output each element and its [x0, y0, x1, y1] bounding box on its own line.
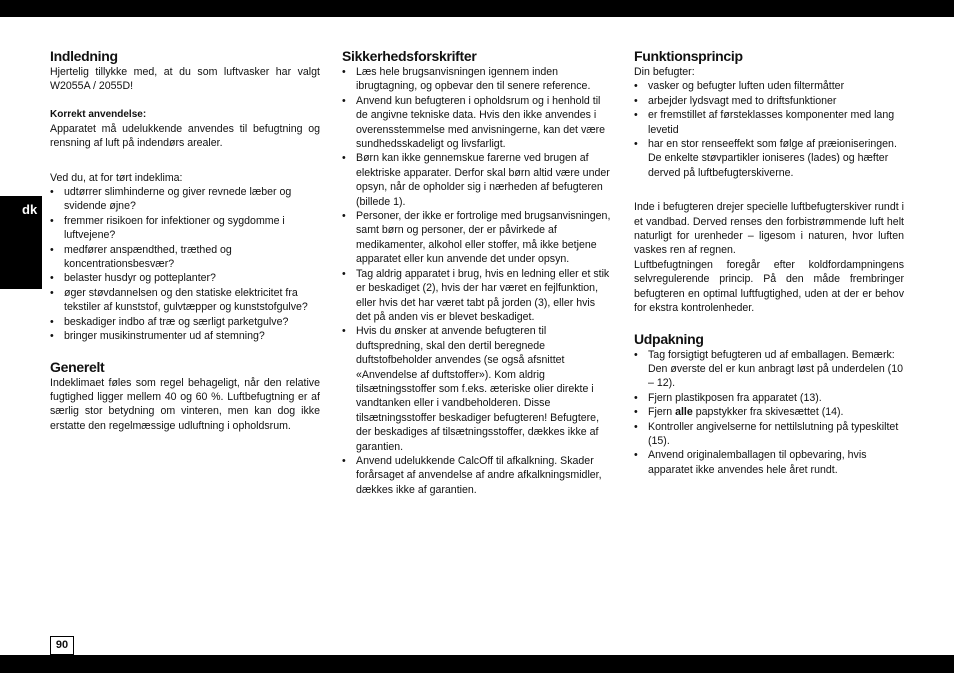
safety-list — [342, 65, 612, 497]
bullet-icon: • — [634, 94, 638, 107]
safety-heading: Sikkerhedsforskrifter — [342, 48, 477, 64]
bullet-icon: • — [342, 66, 346, 78]
generelt-heading: Generelt — [50, 358, 105, 375]
bullet-icon: • — [634, 80, 638, 93]
column-3 — [634, 47, 904, 477]
column-1 — [50, 47, 320, 433]
intro-text: Hjertelig tillykke med, at du som luftvasker har valgt W2055A / 2055D! — [50, 66, 320, 93]
dry-list — [50, 185, 320, 343]
bullet-icon: • — [50, 214, 54, 227]
bullet-icon: • — [50, 330, 54, 343]
bullet-icon: • — [50, 315, 54, 328]
list-item: • Tag aldrig apparatet i brug, hvis en ledning eller et stik er beskadiget (2), hvis der har været en fejlfunktion, eller hvis det har været tabt på jorden (3), eller hvis det på anden vis er blevet beskadiget. — [342, 267, 610, 323]
korrekt-heading: Korrekt anvendelse: — [50, 108, 147, 120]
page-number: 90 — [50, 636, 74, 655]
list-item: • er fremstillet af førsteklasses komponenter med lang levetid — [634, 109, 895, 136]
list-item: • vasker og befugter luften uden filtermåtter — [634, 80, 845, 93]
bullet-icon: • — [634, 109, 638, 122]
list-item: • Børn kan ikke gennemskue farerne ved brugen af elektriske apparater. Derfor skal børn altid være under opsyn, når de opholder sig i nærheden af befugteren (billede 1). — [342, 152, 610, 208]
func-intro: Din befugter: — [634, 66, 695, 78]
func-heading: Funktionsprincip — [634, 48, 743, 64]
bullet-icon: • — [634, 406, 638, 419]
list-item: • Fjern alle papstykker fra skivesættet (14). — [634, 406, 844, 419]
func-paragraph-1: Inde i befugteren drejer specielle luftbefugterskiver rundt i et vandbad. Derved renses den forbistrømmende luft helt naturligt for urenheder – ligesom i naturen, hvor luften vaskes ren af regnen. — [634, 201, 904, 257]
bullet-icon: • — [50, 186, 54, 199]
generelt-text: Indeklimaet føles som regel behageligt, når den relative fugtighed ligger mellem 40 og 60 %. Luftbefugtning er af særlig stor betydning om vinteren, men kan dog ikke erstatte den regelmæssige udluftning i opholdsrum. — [50, 376, 320, 432]
list-item: • Anvend udelukkende CalcOff til afkalkning. Skader forårsaget af anvendelse af andre afkalkningsmidler, dækkes ikke af garantien. — [342, 454, 602, 496]
bullet-icon: • — [50, 243, 54, 256]
language-tab — [0, 196, 42, 289]
bullet-icon: • — [342, 152, 346, 165]
list-item: • beskadiger indbo af træ og særligt parketgulve? — [50, 315, 289, 328]
list-item: • øger støvdannelsen og den statiske elektricitet fra tekstiler af kunststof, gulvtæpper og kunststofgulve? — [50, 286, 308, 314]
bullet-icon: • — [342, 267, 346, 280]
bullet-icon: • — [342, 325, 346, 338]
bullet-icon: • — [634, 391, 638, 404]
bullet-icon: • — [634, 348, 638, 361]
list-item: • udtørrer slimhinderne og giver revnede læber og svidende øjne? — [50, 186, 292, 213]
list-item: • Personer, der ikke er fortrolige med brugsanvisningen, samt børn og personer, der er påvirkede af medikamenter, alkohol eller stoffer, må ikke betjene apparatet eller kun anvende det under opsyn. — [342, 210, 611, 266]
list-item: • Hvis du ønsker at anvende befugteren til duftspredning, skal den dertil beregnede duftstofbeholder anvendes (se også afsnittet «Anvendelse af duftstoffer»). Kom aldrig tilsætningsstoffer som f.eks. æteriske olier direkte i vandtanken eller i vandbeholderen. Disse tilsætningsstoffer beskadiger befugteren! Befugtere, der beskadiges af tilsætningsstoffer, dækkes ikke af garantien. — [342, 325, 600, 453]
bullet-icon: • — [634, 420, 638, 433]
bullet-icon: • — [342, 210, 346, 223]
list-item: • medfører anspændthed, træthed og koncentrationsbesvær? — [50, 243, 232, 271]
func-paragraph-2: Luftbefugtningen foregår efter koldfordampningens selvregulerende princip. På den måde frembringer befugteren en optimal luftfugtighed, uden at der er behov for ekstra kontrolenheder. — [634, 258, 904, 315]
bullet-icon: • — [342, 94, 346, 107]
list-item: • har en stor renseeffekt som følge af præioniseringen. De enkelte støvpartikler ioniseres (lades) og hæfter derved på luftbefugterskiverne. — [634, 138, 897, 179]
bullet-icon: • — [50, 286, 54, 299]
udpakning-heading: Udpakning — [634, 330, 704, 347]
bullet-icon: • — [342, 454, 346, 467]
top-bar — [0, 0, 954, 17]
func-list — [634, 79, 904, 180]
korrekt-text: Apparatet må udelukkende anvendes til befugtning og rensning af luft på indendørs arealer. — [50, 122, 320, 150]
list-item: • belaster husdyr og potteplanter? — [50, 272, 216, 285]
list-item: • Anvend kun befugteren i opholdsrum og i henhold til de angivne tekniske data. Hvis den ikke anvendes i overensstemmelse med anvisningerne, kan det være sundhedsskadeligt og livsfarligt. — [342, 94, 606, 151]
list-item: • Fjern plastikposen fra apparatet (13). — [634, 391, 822, 404]
list-item: • arbejder lydsvagt med to driftsfunktioner — [634, 94, 837, 107]
bullet-icon: • — [50, 272, 54, 285]
udpakning-list — [634, 348, 904, 478]
bullet-icon: • — [634, 449, 638, 462]
intro-heading: Indledning — [50, 48, 118, 64]
list-item: • bringer musikinstrumenter ud af stemning? — [50, 330, 265, 343]
list-item: • Anvend originalemballagen til opbevaring, hvis apparatet ikke anvendes hele året rundt. — [634, 449, 867, 476]
list-item: • Læs hele brugsanvisningen igennem inden ibrugtagning, og opbevar den til senere reference. — [342, 66, 591, 93]
column-2 — [342, 47, 612, 497]
dry-intro: Ved du, at for tørt indeklima: — [50, 171, 183, 184]
list-item: • Kontroller angivelserne for nettilslutning på typeskiltet (15). — [634, 420, 899, 447]
bullet-icon: • — [634, 138, 638, 151]
bottom-bar — [0, 655, 954, 673]
list-item: • Tag forsigtigt befugteren ud af emballagen. Bemærk: Den øverste del er kun anbragt løst på underdelen (10 – 12). — [634, 348, 903, 390]
language-tab-label: dk — [22, 202, 38, 217]
list-item: • fremmer risikoen for infektioner og sygdomme i luftvejene? — [50, 214, 285, 242]
